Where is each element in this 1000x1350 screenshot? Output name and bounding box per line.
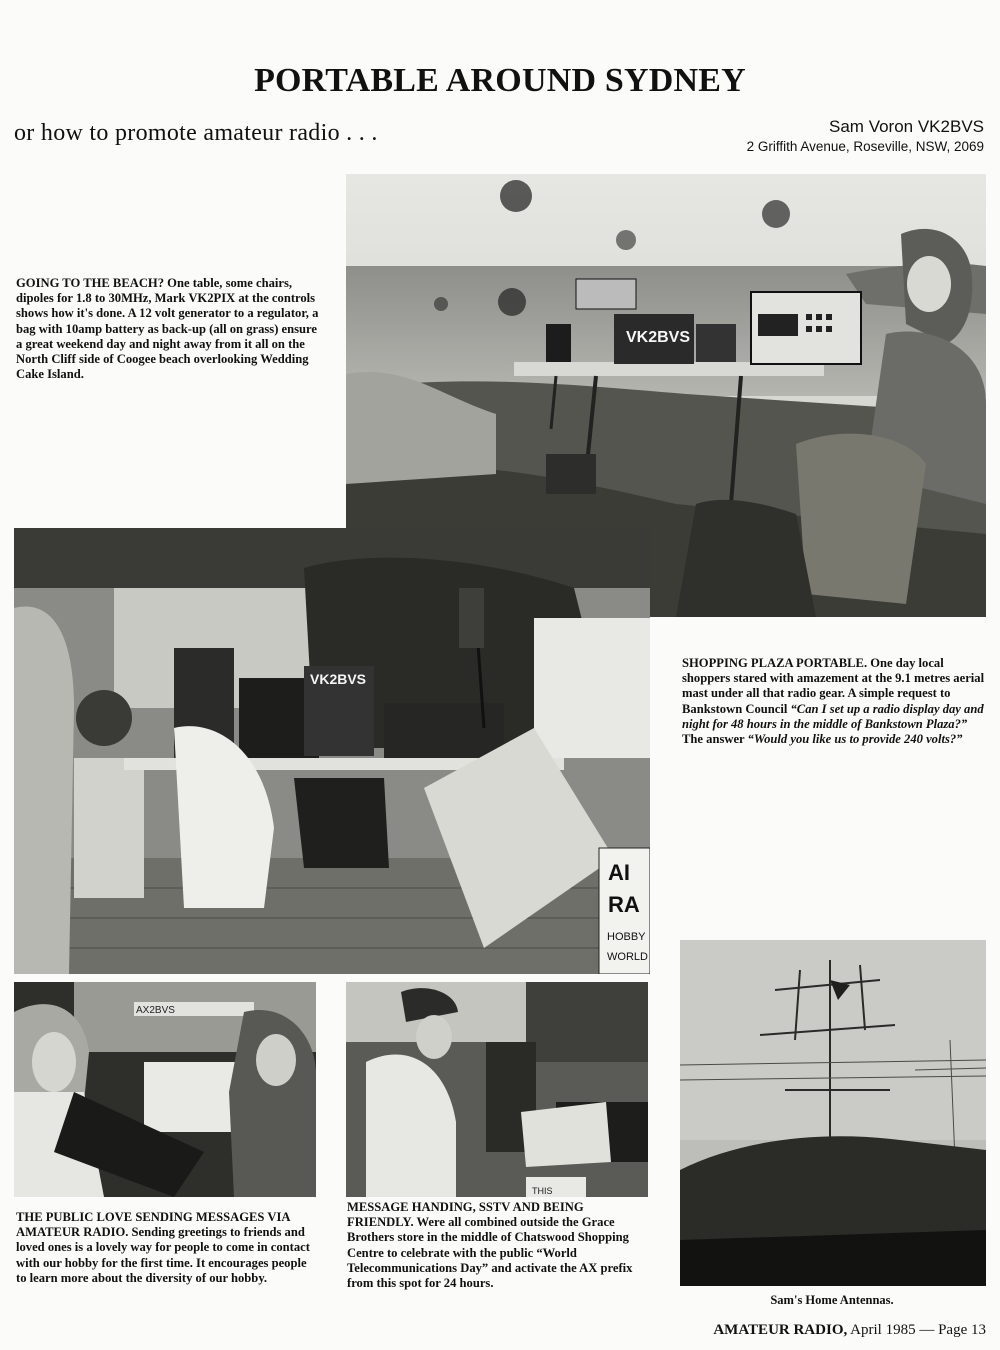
plaza-caption-quote-1: “Can I set up a radio display day and night for 48 hours in the middle of Bankstown Plaza?” [682,701,984,731]
beach-sign-text: VK2BVS [626,329,691,346]
page-title: PORTABLE AROUND SYDNEY [254,62,746,99]
plaza-caption [682,656,988,747]
plaza-banner-line-2: RA [608,892,640,917]
plaza-photo [14,528,650,974]
plaza-sign-text: VK2BVS [310,671,367,687]
message-caption: MESSAGE HANDING, SSTV AND BEING FRIENDLY. Were all combined outside the Grace Brothers store in the middle of Chatswood Shopping Centre to celebrate with the public “World Telecommunications Day” and activate the AX prefix from this spot for 24 hours. [347,1200,633,1291]
plaza-banner-line-4: WORLD [607,951,648,963]
page-footer [713,1322,986,1339]
article-subtitle: or how to promote amateur radio . . . [14,120,378,146]
footer-publication: AMATEUR RADIO, [713,1322,848,1338]
public-sign-text: AX2BVS [136,1005,175,1016]
antennas-photo [680,940,986,1286]
plaza-caption-mid: The answer [682,732,745,747]
plaza-caption-lead: SHOPPING PLAZA PORTABLE. One day local shoppers stared with amazement at the 9.1 metres aerial mast under all that radio gear. A simple request to Bankstown Council [682,656,985,716]
message-sign-text: THIS [532,1186,553,1196]
plaza-banner-line-1: AI [608,860,630,885]
public-caption: THE PUBLIC LOVE SENDING MESSAGES VIA AMATEUR RADIO. Sending greetings to friends and loved ones is a lovely way for people to come in contact with our hobby for the first time. It encourages people to learn more about the diversity of our hobby. [16,1210,310,1285]
beach-caption: GOING TO THE BEACH? One table, some chairs, dipoles for 1.8 to 30MHz, Mark VK2PIX at the controls shows how it's done. A 12 volt generator to a regulator, a bag with 10amp battery as back-up (all on grass) ensure a great weekend day and night away from it all on the North Cliff side of Coogee beach overlooking Wedding Cake Island. [16,276,319,382]
plaza-banner-line-3: HOBBY [607,931,646,943]
author-name: Sam Voron VK2BVS [829,117,984,136]
public-photo [14,982,316,1197]
message-photo [346,982,648,1197]
author-address: 2 Griffith Avenue, Roseville, NSW, 2069 [746,139,984,154]
plaza-caption-quote-2: “Would you like us to provide 240 volts?” [747,732,963,747]
footer-issue: April 1985 — Page 13 [850,1322,986,1338]
antennas-caption: Sam's Home Antennas. [770,1293,894,1307]
